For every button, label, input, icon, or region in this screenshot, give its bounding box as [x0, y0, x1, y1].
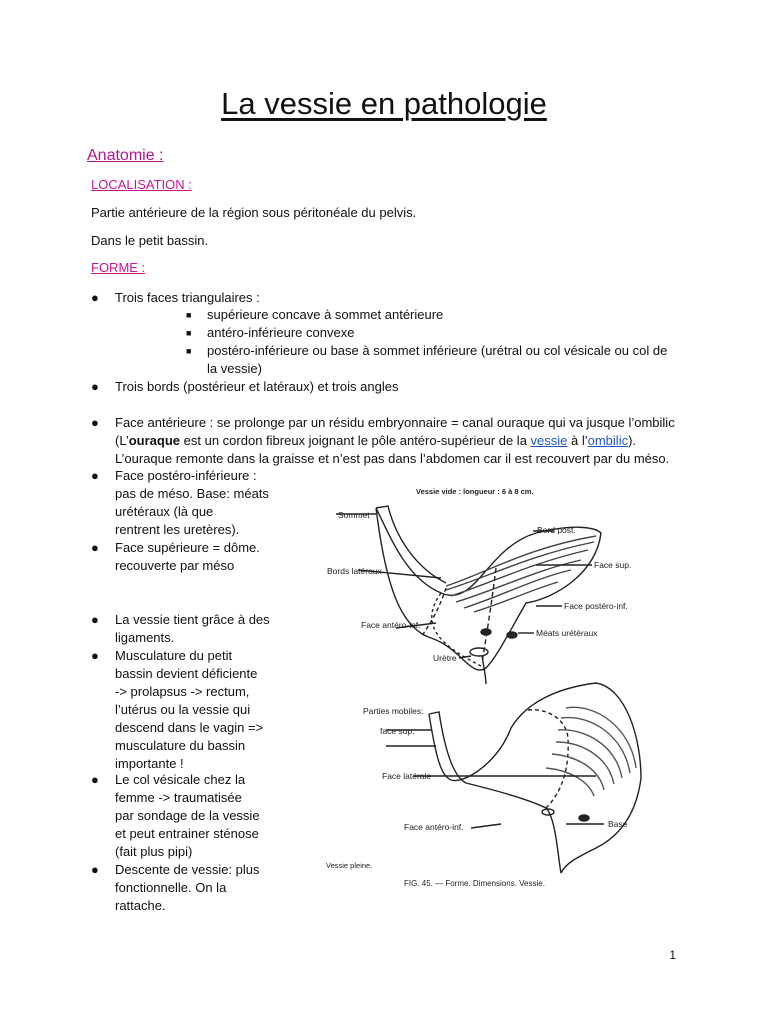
bullet-icon: ● [91, 415, 99, 430]
square-bullet-icon: ■ [186, 328, 192, 338]
label-uretre: Urètre [433, 653, 457, 663]
page-number: 1 [669, 948, 676, 962]
square-bullet-icon: ■ [186, 310, 192, 320]
bullet-icon: ● [91, 648, 99, 663]
label-vessie-pleine: Vessie pleine. [326, 861, 373, 870]
bladder-anatomy-figure [296, 478, 716, 898]
bullet-icon: ● [91, 468, 99, 483]
bullet-bords: ● Trois bords (postérieur et latéraux) et trois angles [91, 379, 399, 394]
face-anterieure-line-1: Face antérieure : se prolonge par un résidu embryonnaire = canal ouraque qui va jusque l’ombilic [115, 415, 675, 430]
label-base: Base [608, 819, 628, 829]
forme-heading: FORME : [91, 260, 146, 275]
bullet-icon: ● [91, 862, 99, 877]
bullet-icon: ● [91, 379, 99, 394]
sub-item-continuation: la vessie) [207, 361, 262, 376]
bullet-ligaments: ● La vessie tient grâce à des ligaments. [91, 612, 270, 645]
sub-item: ■ supérieure concave à sommet antérieure [186, 307, 444, 322]
label-parties-mobiles: Parties mobiles: [363, 706, 424, 716]
bullet-musculature: ● Musculature du petit bassin devient déficiente -> prolapsus -> rectum, l’utérus ou la vessie qui descend dans le vagin => musculature du bassin importante ! [91, 648, 264, 771]
sub-item: ■ postéro-inférieure ou base à sommet inférieure (urétral ou col vésicale ou col de [186, 343, 668, 358]
bullet-icon: ● [91, 772, 99, 787]
label-meats: Méats urétéraux [536, 628, 598, 638]
bullet-col-vesicale: ● Le col vésicale chez la femme -> traumatisée par sondage de la vessie et peut entrainer sténose (fait plus pipi) [91, 772, 260, 859]
localisation-line-1: Partie antérieure de la région sous péritonéale du pelvis. [91, 205, 417, 220]
bullet-icon: ● [91, 540, 99, 555]
label-face-laterale: Face latérale [382, 771, 432, 781]
label-face-postero-inf: Face postéro-inf. [564, 601, 628, 611]
face-anterieure-line-3: L’ouraque remonte dans la graisse et n’est pas dans l’abdomen car il est recouvert par du méso. [115, 451, 670, 466]
bullet-face-superieure: ● Face supérieure = dôme. recouverte par méso [91, 540, 260, 573]
bullet-faces: ● Trois faces triangulaires : [91, 290, 260, 305]
bullet-face-anterieure [91, 414, 685, 468]
full-bladder-outline [429, 683, 641, 873]
bullet-descente: ● Descente de vessie: plus fonctionnelle. On la rattache. [91, 862, 260, 913]
bullet-face-postero: ● Face postéro-inférieure : pas de méso. Base: méats urétéraux (là que rentrent les uretères). [91, 468, 269, 537]
label-face-sup: Face sup. [594, 560, 632, 570]
face-anterieure-line-2: (L’ouraque est un cordon fibreux joignant le pôle antéro-supérieur de la vessie à l’ombilic). [115, 433, 637, 448]
bullet-icon: ● [91, 290, 99, 305]
section-heading: Anatomie : [87, 147, 164, 164]
label-sommet: Sommet [338, 510, 370, 520]
label-face-sup-bottom: face sup. [380, 726, 415, 736]
localisation-line-2: Dans le petit bassin. [91, 233, 209, 248]
page-title: La vessie en pathologie [221, 86, 547, 121]
figure-caption: FIG. 45. — Forme. Dimensions. Vessie. [404, 879, 545, 888]
label-face-antero-inf-bottom: Face antéro-inf. [404, 822, 464, 832]
localisation-heading: LOCALISATION : [91, 177, 192, 192]
label-face-antero-inf: Face antéro-inf. [361, 620, 421, 630]
link-ombilic[interactable]: ombilic [587, 433, 629, 448]
square-bullet-icon: ■ [186, 346, 192, 356]
link-vessie[interactable]: vessie [530, 433, 568, 448]
sub-item: ■ antéro-inférieure convexe [186, 325, 355, 340]
label-bord-post: Bord post. [537, 525, 576, 535]
figure-top-caption: Vessie vide : longueur : 6 à 8 cm. [416, 487, 534, 496]
label-bords-lateraux: Bords latéraux [327, 566, 382, 576]
bullet-icon: ● [91, 612, 99, 627]
